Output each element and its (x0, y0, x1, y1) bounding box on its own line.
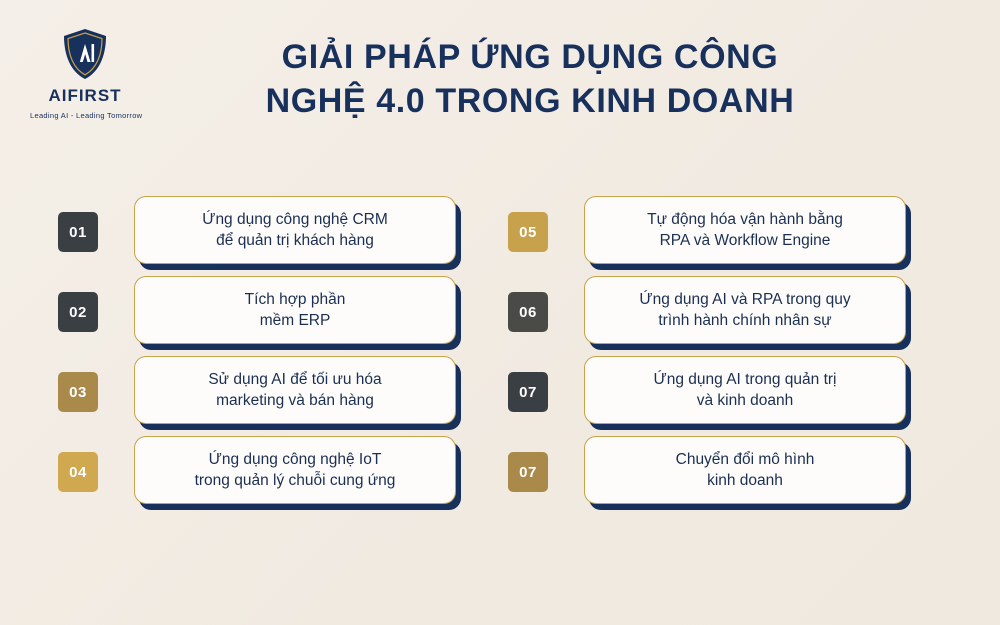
items-column-left (58, 196, 456, 516)
item-card[interactable] (134, 356, 456, 424)
item-text-line2: để quản trị khách hàng (216, 232, 374, 249)
item-number-badge: 07 (508, 452, 548, 492)
item-text (676, 449, 815, 492)
brand-name-first: FIRST (67, 86, 122, 105)
list-item (58, 436, 456, 516)
item-card[interactable] (584, 276, 906, 344)
item-text-line2: trong quản lý chuỗi cung ứng (194, 472, 396, 489)
item-number-badge: 02 (58, 292, 98, 332)
list-item (508, 196, 906, 276)
page-title-line1: GIẢI PHÁP ỨNG DỤNG CÔNG (281, 38, 779, 76)
item-text-line1: Chuyển đổi mô hình (675, 450, 815, 468)
item-text (202, 209, 388, 252)
shield-icon (62, 28, 108, 80)
brand-tagline: Leading AI - Leading Tomorrow (30, 111, 143, 120)
item-card[interactable] (584, 436, 906, 504)
item-number-badge: 07 (508, 372, 548, 412)
item-card[interactable] (134, 196, 456, 264)
item-number-badge: 03 (58, 372, 98, 412)
item-text-line1: Tự động hóa vận hành bằng (647, 210, 843, 228)
item-text-line1: Ứng dụng AI và RPA trong quy (639, 290, 851, 308)
list-item (508, 436, 906, 516)
item-card[interactable] (584, 356, 906, 424)
item-text-line2: và kinh doanh (696, 392, 794, 409)
item-number-badge: 04 (58, 452, 98, 492)
brand-name-ai: AI (48, 86, 68, 105)
item-text-line2: kinh doanh (707, 472, 783, 489)
brand-logo (30, 28, 143, 120)
item-text (195, 449, 396, 492)
item-text (208, 369, 381, 412)
list-item (58, 196, 456, 276)
item-text-line1: Tích hợp phần (244, 290, 346, 308)
item-text-line2: mềm ERP (259, 312, 331, 329)
item-text-line1: Ứng dụng AI trong quản trị (653, 370, 837, 388)
item-number-badge: 05 (508, 212, 548, 252)
item-number-badge: 01 (58, 212, 98, 252)
item-card[interactable] (134, 276, 456, 344)
item-number-badge: 06 (508, 292, 548, 332)
item-text-line1: Ứng dụng công nghệ CRM (202, 210, 388, 228)
list-item (508, 276, 906, 356)
list-item (508, 356, 906, 436)
brand-name (30, 86, 140, 106)
item-card[interactable] (584, 196, 906, 264)
page-title (180, 36, 880, 123)
item-text-line2: marketing và bán hàng (216, 392, 374, 409)
item-text (647, 209, 843, 252)
list-item (58, 276, 456, 356)
item-text (653, 369, 836, 412)
item-card[interactable] (134, 436, 456, 504)
item-text-line2: trình hành chính nhân sự (658, 312, 832, 329)
item-text-line1: Sử dụng AI để tối ưu hóa (208, 370, 382, 388)
items-column-right (508, 196, 906, 516)
item-text (245, 289, 346, 332)
item-text-line2: RPA và Workflow Engine (659, 232, 831, 249)
item-text-line1: Ứng dụng công nghệ IoT (208, 450, 382, 468)
page-title-line2: NGHỆ 4.0 TRONG KINH DOANH (265, 81, 795, 120)
item-text (639, 289, 850, 332)
list-item (58, 356, 456, 436)
